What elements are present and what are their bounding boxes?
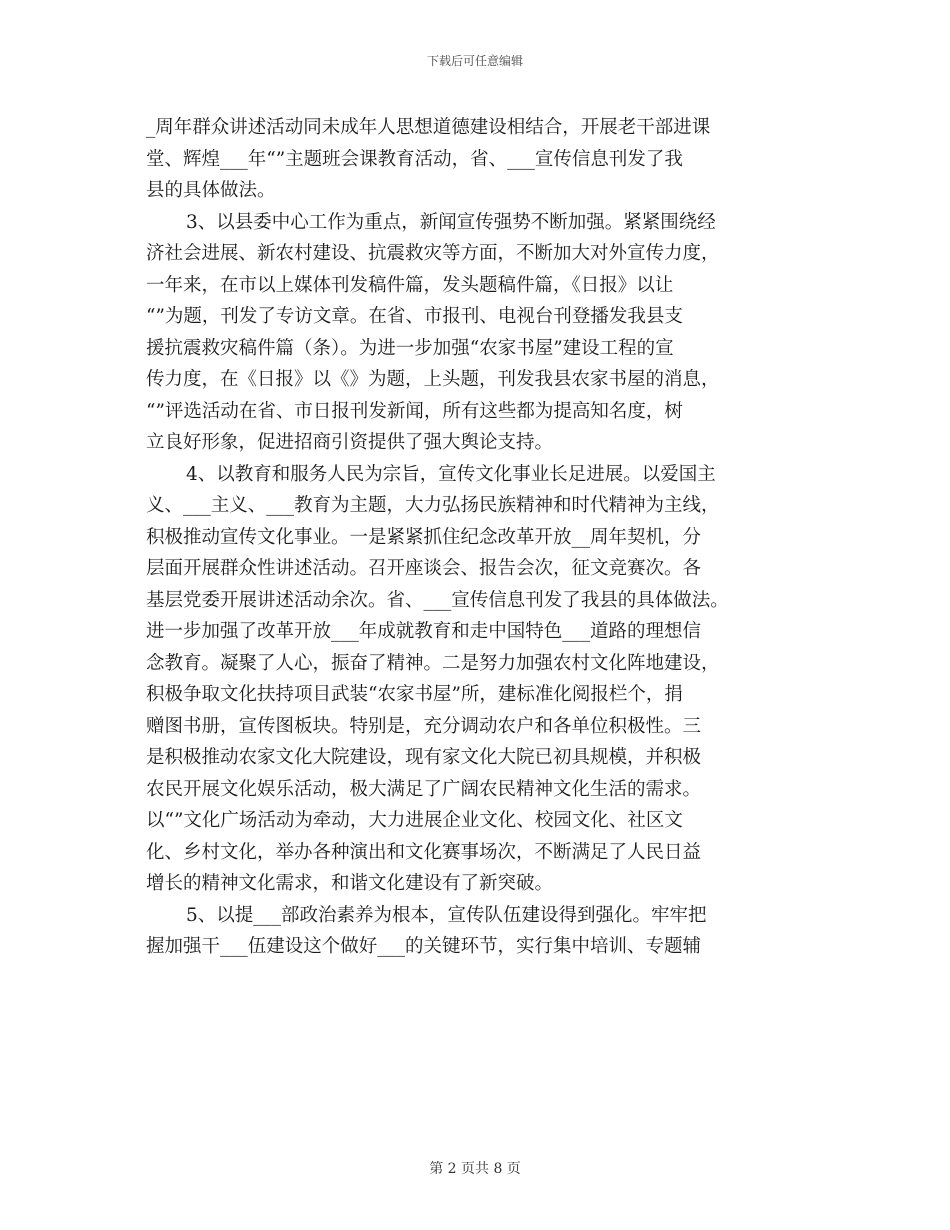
text-line: 援抗震救灾稿件篇（条）。为进一步加强“农家书屋”建设工程的宣 — [146, 337, 674, 359]
text-line: 县的具体做法。 — [146, 180, 276, 201]
paragraph-start-line: 3、以县委中心工作为重点，新闻宣传强势不断加强。紧紧围绕经 — [186, 211, 716, 233]
text-line: 是积极推动农家文化大院建设，现有家文化大院已初具规模，并积极 — [146, 747, 702, 768]
paragraph-start-line: 5、以提___部政治素养为根本，宣传队伍建设得到强化。牢牢把 — [186, 904, 707, 926]
text-line: 积极推动宣传文化事业。一是紧紧抓住纪念改革开放__周年契机，分 — [146, 526, 702, 548]
text-line: _周年群众讲述活动同未成年人思想道德建设相结合，开展老干部进课 — [146, 117, 711, 138]
text-line: 进一步加强了改革开放___年成就教育和走中国特色___道路的理想信 — [146, 621, 702, 642]
text-line: 堂、辉煌___年“”主题班会课教育活动，省、___宣传信息刊发了我 — [146, 148, 683, 170]
text-line: 济社会进展、新农村建设、抗震救灾等方面，不断加大对外宣传力度， — [146, 243, 720, 264]
page-number-footer: 第 2 页共 8 页 — [429, 1161, 521, 1177]
text-line: 农民开展文化娱乐活动，极大满足了广阔农民精神文化生活的需求。 — [146, 778, 702, 800]
text-line: 层面开展群众性讲述活动。召开座谈会、报告会次，征文竞赛次。各 — [146, 558, 702, 579]
page-header: 下载后可任意编辑 — [426, 54, 523, 68]
text-line: 基层党委开展讲述活动余次。省、___宣传信息刊发了我县的具体做法。 — [146, 589, 729, 611]
text-line: “”为题，刊发了专访文章。在省、市报刊、电视台刊登播发我县支 — [146, 306, 683, 327]
text-line: 一年来，在市以上媒体刊发稿件篇，发头题稿件篇，《日报》以让 — [146, 274, 674, 296]
text-line: “”评选活动在省、市日报刊发新闻，所有这些都为提高知名度，树 — [146, 400, 683, 422]
text-line: 以“”文化广场活动为牵动，大力进展企业文化、校园文化、社区文 — [146, 810, 683, 831]
text-line: 增长的精神文化需求，和谐文化建设有了新突破。 — [146, 873, 554, 894]
document-body — [146, 112, 806, 963]
text-line: 念教育。凝聚了人心，振奋了精神。二是努力加强农村文化阵地建设， — [146, 652, 720, 674]
paragraph-start-line: 4、以教育和服务人民为宗旨，宣传文化事业长足进展。以爱国主 — [186, 463, 716, 485]
text-line: 立良好形象，促进招商引资提供了强大舆论支持。 — [146, 432, 554, 453]
text-line: 化、乡村文化，举办各种演出和文化赛事场次，不断满足了人民日益 — [146, 841, 702, 863]
text-line: 积极争取文化扶持项目武装“农家书屋”所，建标准化阅报栏个，捐 — [146, 684, 683, 705]
text-line: 传力度，在《日报》以《》为题，上头题，刊发我县农家书屋的消息， — [146, 369, 720, 390]
text-line: 义、___主义、___教育为主题，大力弘扬民族精神和时代精神为主线， — [146, 495, 720, 516]
text-line: 赠图书册，宣传图板块。特别是，充分调动农户和各单位积极性。三 — [146, 715, 702, 737]
text-line: 握加强干___伍建设这个做好___的关键环节，实行集中培训、专题辅 — [146, 936, 702, 957]
